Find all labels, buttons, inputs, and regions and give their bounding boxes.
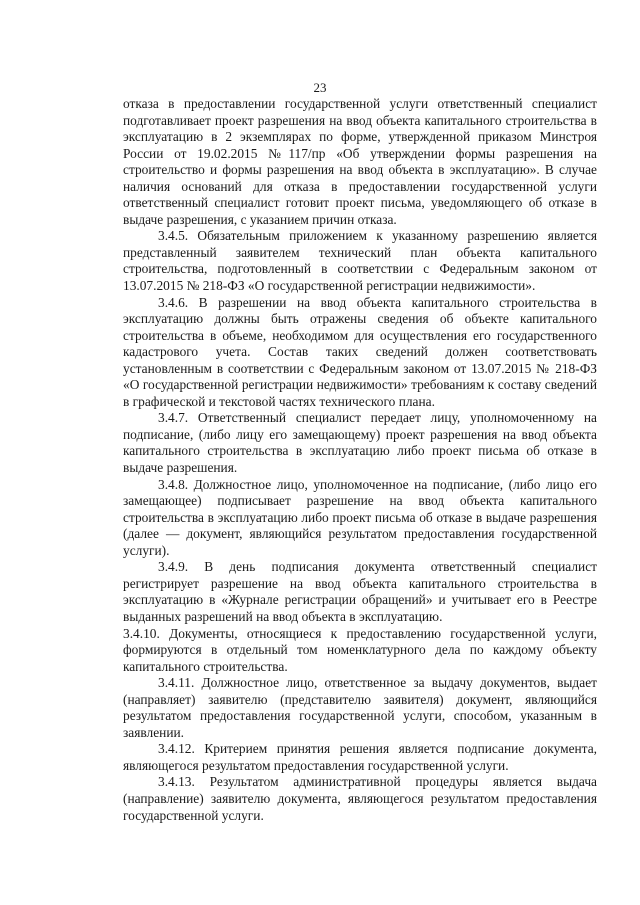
paragraph-3-4-7: 3.4.7. Ответственный специалист передает лицу, уполномоченному на подписание, (либо лицу его замещающему) проект разрешения на ввод объекта капитального строительства в эксплуатацию либо проект письма об отказе в выдаче разрешения. bbox=[123, 410, 597, 476]
paragraph-3-4-6: 3.4.6. В разрешении на ввод объекта капитального строительства в эксплуатацию должны быть отражены сведения об объекте капитального строительства в объеме, необходимом для осуществления его государственного кадастрового учета. Состав таких сведений должен соответствовать установленным в соответствии с Федеральным законом от 13.07.2015 № 218-ФЗ «О государственной регистрации недвижимости» требованиям к составу сведений в графической и текстовой частях технического плана. bbox=[123, 294, 597, 409]
paragraph-3-4-10: 3.4.10. Документы, относящиеся к предоставлению государственной услуги, формируются в отдельный том номенклатурного дела по каждому объекту капитального строительства. bbox=[123, 625, 597, 674]
page-number: 23 bbox=[313, 80, 327, 95]
body-text bbox=[123, 96, 597, 824]
paragraph-3-4-8: 3.4.8. Должностное лицо, уполномоченное на подписание, (либо лицо его замещающее) подписывает разрешение на ввод объекта капитального строительства в эксплуатацию либо проект письма об отказе в выдаче разрешения (далее — документ, являющийся результатом предоставления государственной услуги). bbox=[123, 476, 597, 558]
paragraph-3-4-13: 3.4.13. Результатом административной процедуры является выдача (направление) заявителю документа, являющегося результатом предоставления государственной услуги. bbox=[123, 774, 597, 823]
paragraph-1: отказа в предоставлении государственной услуги ответственный специалист подготавливает проект разрешения на ввод объекта капитального строительства в эксплуатацию в 2 экземплярах по форме, утвержденной приказом Минстроя России от 19.02.2015 №117/пр «Об утверждении формы разрешения на строительство и формы разрешения на ввод объекта в эксплуатацию». В случае наличия оснований для отказа в предоставлении государственной услуги ответственный специалист готовит проект письма, уведомляющего об отказе в выдаче разрешения, с указанием причин отказа. bbox=[123, 96, 597, 227]
paragraph-3-4-11: 3.4.11. Должностное лицо, ответственное за выдачу документов, выдает (направляет) заявителю (представителю заявителя) документ, являющийся результатом предоставления государственной услуги, способом, указанным в заявлении. bbox=[123, 675, 597, 740]
paragraph-3-4-12: 3.4.12. Критерием принятия решения является подписание документа, являющегося результатом предоставления государственной услуги. bbox=[123, 741, 597, 773]
paragraph-3-4-9: 3.4.9. В день подписания документа ответственный специалист регистрирует разрешение на ввод объекта капитального строительства в эксплуатацию в «Журнале регистрации обращений» и учитывает его в Реестре выданных разрешений на ввод объекта в эксплуатацию. bbox=[123, 559, 597, 624]
paragraph-3-4-5: 3.4.5. Обязательным приложением к указанному разрешению является представленный заявителем технический план объекта капитального строительства, подготовленный в соответствии с Федеральным законом от 13.07.2015 № 218-ФЗ «О государственной регистрации недвижимости». bbox=[123, 228, 597, 294]
